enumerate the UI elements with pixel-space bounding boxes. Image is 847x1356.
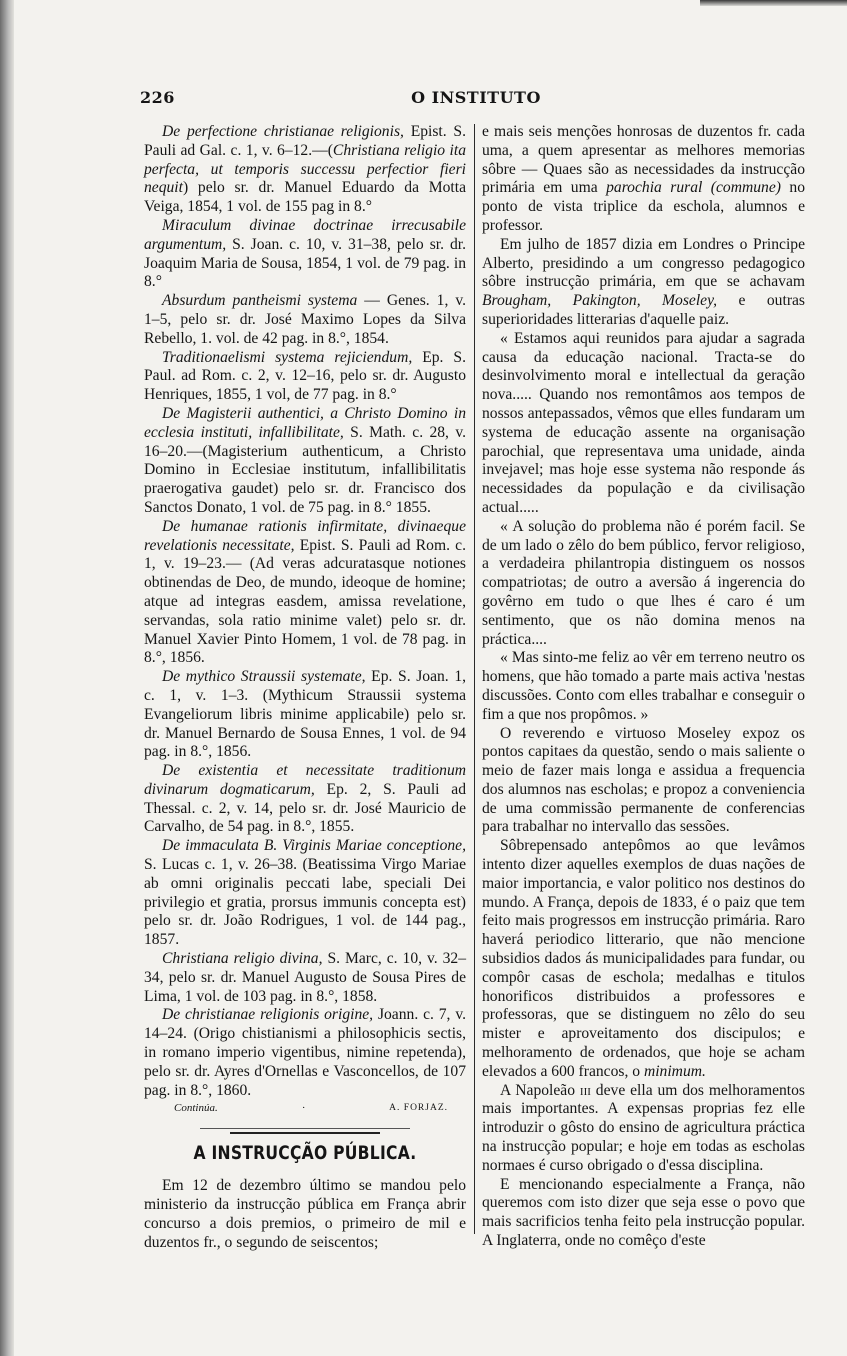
entry-details: Ep. 2, S. Pauli ad Thessal. c. 2, v. 14, pelo sr. dr. José Mauricio de Carvalho, de 54 pag. in 8.°, 1855.	[144, 780, 466, 836]
entry-details-2: ) pelo sr. dr. Manuel Eduardo da Motta Veiga, 1854, 1 vol. de 155 pag in 8.°	[144, 179, 466, 216]
entry-details: S. Joan. c. 10, v. 31–38, pelo sr. dr. Joaquim Maria de Sousa, 1854, 1 vol. de 79 pag. in 8.°	[144, 235, 466, 291]
bibliography-entry	[144, 349, 466, 405]
entry-details: S. Math. c. 28, v. 16–20.—(Magisterium authenticum, a Christo Domino in Ecclesiae institutum, infallibilitatis praerogativa gaudet) pelo sr. dr. Francisco dos Sanctos Donato, 1 vol. de 75 pag. in 8.° 1855.	[144, 423, 466, 516]
bibliography-entry	[144, 950, 466, 1006]
bibliography-entry	[144, 668, 466, 762]
entry-title: Traditionaelismi systema rejiciendum,	[162, 348, 413, 366]
bibliography-entry	[144, 1006, 466, 1100]
paragraph-1: e mais seis menções honrosas de duzentos fr. cada uma, a quem apresentar as melhores memorias sôbre — Quaes são as necessidades da instrucção primária em uma parochia rural (commune) no ponto de vista triplice da eschola, alumnos e professor.	[482, 123, 805, 234]
left-column	[144, 123, 466, 1252]
entry-title: De existentia et necessitate traditionum divinarum dogmaticarum,	[144, 762, 466, 798]
section-intro: Em 12 de dezembro último se mandou pelo ministerio da instrucção pública em França abrir concurso a dois premios, o primeiro de mil e duzentos fr., o segundo de seiscentos;	[144, 1177, 466, 1251]
rule-thick	[230, 1132, 380, 1134]
paragraph-4: « A solução do problema não é porém facil. Se de um lado o zêlo do bem público, fervor religioso, a verdadeira philantropia distinguem os nossos compatriotas; de outro a aversão á ingerencia do govêrno em tudo o que lhes é caro é um sentimento, que os não domina menos na práctica....	[482, 517, 805, 648]
paragraph-5: « Mas sinto-me feliz ao vêr em terreno neutro os homens, que hão tomado a parte mais activa 'nestas discussões. Conto com elles trabalhar e conseguir o fim a que nos propômos. »	[482, 649, 805, 723]
entry-title: De humanae rationis infirmitate, divinaeque revelationis necessitate,	[144, 517, 466, 554]
entry-title: De perfectione christianae religionis,	[162, 123, 404, 140]
bibliography-entry	[144, 405, 466, 518]
section-rule	[144, 1116, 466, 1142]
paragraph-7: Sôbrepensado antepômos ao que levâmos intento dizer aquelles exemplos de duas nações de maior importancia, e valor politico nos destinos do mundo. A França, depois de 1833, é o paiz que tem feito mais progressos em instrucção primária. Raro haverá periodico litterario, que não mencione subsidios dados ás municipalidades para fundar, ou compôr casas de eschola; medalhas e titulos honorificos distribuidos a professores e professoras, que se distinguem no zêlo do seu mister e aproveitamento dos discipulos; e melhoramento de ordenados, que hoje se acham elevados a 600 francos, o minimum.	[482, 837, 805, 1080]
entry-subtitle: Christiana religio ita perfecta, ut temporis successu perfectior fieri nequit	[144, 141, 466, 197]
section-title: A INSTRUCÇÃO PÚBLICA.	[193, 1142, 417, 1165]
paragraph-9: E mencionando especialmente a França, não queremos com isto dizer que seja esse o povo que mais sacrificios tenha feito pela instrucção popular. A Inglaterra, onde no comêço d'este	[482, 1175, 805, 1250]
entry-title: De immaculata B. Virginis Mariae conceptione,	[162, 837, 466, 855]
page-edge-top	[700, 0, 847, 6]
entry-details: Joann. c. 7, v. 14–24. (Origo chistianismi a philosophicis sectis, in romano imperio vigentibus, nimine repetenda), pelo sr. dr. Ayres d'Ornellas e Vasconcellos, de 107 pag. in 8.°, 1860.	[144, 1006, 466, 1099]
entry-details: S. Lucas c. 1, v. 26–38. (Beatissima Virgo Mariae ab omni originalis peccati labe, speciali Dei privilegio et gratia, prorsus immunis concepta est) pelo sr. dr. João Rodrigues, 1 vol. de 144 pag., 1857.	[144, 856, 466, 949]
emphasis-minimum: minimum.	[643, 1062, 706, 1080]
author-signature: A. FORJAZ.	[389, 1103, 448, 1114]
emphasis-names: Brougham, Pakington, Moseley,	[482, 292, 718, 310]
bibliography-entry	[144, 518, 466, 668]
entry-title: De Magisterii authentici, a Christo Domino in ecclesia instituti, infallibilitate,	[144, 404, 466, 441]
continua-label: Continúa.	[174, 1102, 218, 1115]
entry-title: Christiana religio divina,	[162, 950, 323, 968]
bibliography-entry	[144, 292, 466, 348]
journal-title: O INSTITUTO	[411, 88, 541, 107]
column-divider	[474, 124, 475, 1234]
paragraph-8: A Napoleão iii deve ella um dos melhoramentos mais importantes. A expensas proprias fez elle introduzir o gôsto do ensino de agricultura práctica na instrucção popular; e hoje em todas as escholas normaes é curso obrigado o d'essa disciplina.	[482, 1081, 805, 1174]
bibliography-list	[144, 123, 466, 1100]
bibliography-entry	[144, 837, 466, 950]
bibliography-entry	[144, 123, 466, 217]
right-column	[482, 123, 805, 1251]
emphasis-parochia: parochia rural (commune)	[606, 179, 781, 197]
signature-line	[144, 1100, 466, 1116]
bibliography-entry	[144, 762, 466, 837]
paragraph-2: Em julho de 1857 dizia em Londres o Principe Alberto, presidindo a um congresso pedagogico sôbre instrucção primária, em que se achavam Brougham, Pakington, Moseley, e outras superioridades litterarias d'aquelle paiz.	[482, 235, 805, 328]
bibliography-entry	[144, 217, 466, 292]
entry-title: Absurdum pantheismi systema	[162, 292, 358, 310]
bullet-mark: ·	[302, 1102, 305, 1115]
entry-details: Ep. S. Joan. 1, c. 1, v. 1–3. (Mythicum Straussii systema Evangeliorum libris minime applicabile) pelo sr. dr. Manuel Bernardo de Sousa Ennes, 1 vol. de 94 pag. in 8.°, 1856.	[144, 668, 467, 761]
entry-details: — Genes. 1, v. 1–5, pelo sr. dr. José Maximo Lopes da Silva Rebello, 1. vol. de 42 pag. in 8.°, 1854.	[144, 292, 466, 347]
entry-title: De mythico Straussii systemate,	[162, 668, 366, 686]
rule-thin	[200, 1128, 410, 1129]
entry-details: S. Marc, c. 10, v. 32–34, pelo sr. dr. Manuel Augusto de Sousa Pires de Lima, 1 vol. de 103 pag. in 8.°, 1858.	[144, 950, 466, 1005]
entry-details: Epist. S. Pauli ad Gal. c. 1, v. 6–12.—(	[144, 123, 466, 159]
page-header	[140, 88, 812, 110]
entry-details: Ep. S. Paul. ad Rom. c. 2, v. 12–16, pelo sr. dr. Augusto Henriques, 1855, 1 vol, de 77 pag. in 8.°	[144, 348, 466, 404]
page-number: 226	[140, 88, 175, 107]
entry-title: De christianae religionis origine,	[162, 1006, 374, 1024]
entry-details: Epist. S. Pauli ad Rom. c. 1, v. 19–23.— (Ad veras adcuratasque notiones obtinendas de Deo, de mundo, ideoque de homine; atque ad integras easdem, amissa revelatione, servandas, sola ratio minime valet) pelo sr. dr. Manuel Xavier Pinto Homem, 1 vol. de 78 pag. in 8.°, 1856.	[144, 536, 466, 667]
paragraph-6: O reverendo e virtuoso Moseley expoz os pontos capitaes da questão, sendo o mais saliente o meio de fazer mais longa e assidua a frequencia dos alumnos nas escholas; e propoz a conveniencia de uma commissão permanente de conferencias para trabalhar no intervallo das sessões.	[482, 724, 805, 836]
roman-numeral: iii	[579, 1081, 591, 1099]
page-edge-left	[0, 0, 14, 1356]
entry-title: Miraculum divinae doctrinae irrecusabile argumentum,	[144, 216, 466, 253]
paragraph-3: « Estamos aqui reunidos para ajudar a sagrada causa da educação nacional. Tracta-se do desinvolvimento moral e intellectual da geração nova..... Quando nos remontâmos aos tempos de nossos antepassados, vêmos que elles fundaram um systema de educação assente na organisação parochial, que representava uma unidade, ainda invejavel; mas hoje esse systema não responde ás necessidades da população e da civilisação actual.....	[482, 329, 805, 516]
